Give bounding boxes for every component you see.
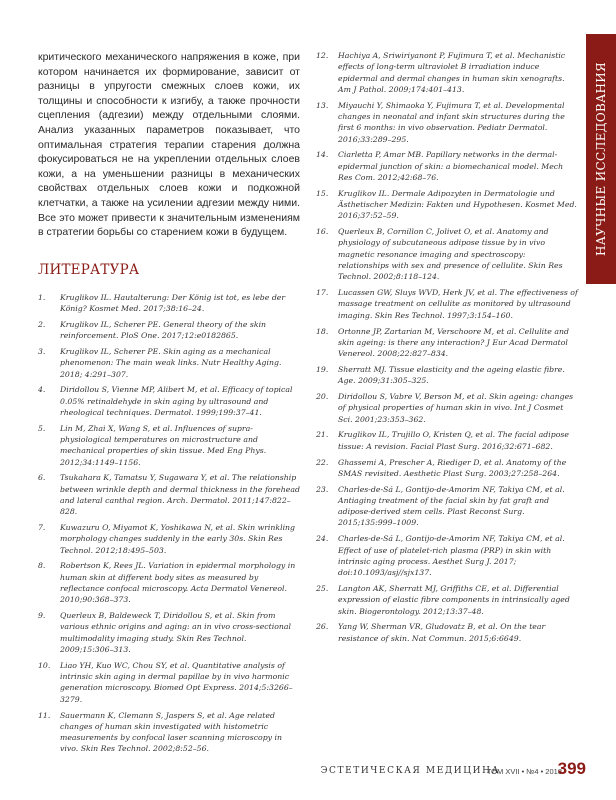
section-heading-literature: ЛИТЕРАТУРА [38, 261, 140, 278]
reference-number: 5. [38, 423, 46, 433]
reference-number: 4. [38, 385, 46, 395]
reference-number: 3. [38, 346, 46, 356]
reference-text: Ortonne JP, Zartarian M, Verschoore M, et al. Cellulite and skin ageing: is there any interaction? J Eur Acad Dermatol Venereol. 2008;22:827–834. [338, 326, 569, 359]
reference-item [38, 610, 300, 655]
reference-text: Langton AK, Sherratt MJ, Griffiths CE, et al. Differential expression of elastic fibre components in intrinsically aged skin. Biogerontology. 2012;13:37–48. [338, 583, 570, 616]
issue-info: ТОМ XVII • №4 • 2018 [486, 767, 562, 776]
reference-list-right [316, 50, 578, 644]
reference-number: 26. [316, 622, 329, 632]
reference-number: 9. [38, 611, 46, 621]
reference-item [316, 429, 578, 452]
reference-item [38, 660, 300, 705]
reference-text: Tsukahara K, Tamatsu Y, Sugawara Y, et al. The relationship between wrinkle depth and dermal thickness in the forehead and lateral canthal region. Arch. Dermatol. 2011;147:822–828. [60, 473, 300, 517]
reference-item [316, 100, 578, 145]
reference-number: 21. [316, 430, 329, 440]
reference-text: Sherratt MJ. Tissue elasticity and the ageing elastic fibre. Age. 2009;31:305–325. [338, 364, 565, 386]
reference-number: 19. [316, 364, 329, 374]
reference-item [316, 621, 578, 644]
reference-number: 23. [316, 484, 329, 494]
reference-item [316, 50, 578, 95]
reference-text: Kuwazuru O, Miyamot K, Yoshikawa N, et al. Skin wrinkling morphology changes suddenly in the early 30s. Skin Res Technol. 2012;18:495–503. [60, 523, 295, 555]
reference-number: 11. [38, 710, 51, 720]
reference-text: Diridollou S, Vabre V, Berson M, et al. Skin ageing: changes of physical properties of human skin in vivo. Int J Cosmet Sci. 2001;23:353–362. [338, 392, 574, 424]
reference-text: Ghassemi A, Prescher A, Riediger D, et al. Anatomy of the SMAS revisited. Aesthetic Plast Surg. 2003;27:258–264. [338, 457, 567, 478]
reference-text: Miyauchi Y, Shimaoka Y, Fujimura T, et al. Developmental changes in neonatal and infant skin structures during the first 6 months: in vivo observation. Pediatr Dermatol. 2016;33:289–295. [338, 100, 565, 144]
reference-text: Kruglikov IL. Hautalterung: Der König ist tot, es lebe der König? Kosmet Med. 2017;38:16–24. [60, 292, 286, 314]
reference-number: 25. [316, 583, 329, 593]
reference-text: Querleux B, Cornillon C, Jolivet O, et al. Anatomy and physiology of subcutaneous adipose tissue by in vivo magnetic resonance imaging and spectroscopy: relationships with sex and presence of cellulite. Skin Res Technol. 2002;8:118–124. [338, 227, 563, 282]
reference-item [38, 384, 300, 418]
reference-item [316, 149, 578, 183]
reference-item [316, 391, 578, 425]
reference-item [316, 364, 578, 387]
reference-text: Kruglikov IL, Trujillo O, Kristen Q, et al. The facial adipose tissue: A revision. Facial Plast Surg. 2016;32:671–682. [338, 430, 569, 451]
reference-item [38, 346, 300, 380]
reference-text: Lin M, Zhai X, Wang S, et al. Influences of supra-physiological temperatures on microstructure and mechanical properties of skin tissue. Med Eng Phys. 2012;34:1149–1156. [60, 423, 267, 467]
reference-number: 7. [38, 523, 46, 533]
reference-text: Charles-de-Sá L, Gontijo-de-Amorim NF, Takiya CM, et al. Effect of use of platelet-rich plasma (PRP) in skin with intrinsic aging process. Aesthet Surg J. 2017; doi:10.1093/asj//sjx137. [338, 534, 565, 578]
reference-number: 14. [316, 150, 329, 160]
reference-number: 24. [316, 534, 329, 544]
reference-list-left [38, 292, 300, 755]
reference-text: Yang W, Sherman VR, Gludovatz B, et al. On the tear resistance of skin. Nat Commun. 2015;6:6649. [338, 622, 546, 643]
section-side-tab [586, 34, 616, 284]
reference-number: 18. [316, 326, 329, 336]
reference-item [316, 226, 578, 282]
reference-number: 15. [316, 188, 329, 198]
reference-number: 16. [316, 227, 329, 237]
intro-paragraph: критического механического напряжения в коже, при котором начинается их формирование, зависит от разницы в упругости смежных слоев кожи, их толщины и способности к изгибу, а также прочности сцепления (адгезии) между отдельными слоями. Анализ указанных параметров показывает, что оптимальная стратегия терапии старения должна фокусироваться не на укреплении отдельных слоев кожи, а на уменьшении разницы в механических свойствах отдельных слоев кожи и подкожной клетчатки, а также на усилении адгезии между ними. Все это может привести к значительным изменениям в стратегии борьбы со старением кожи в будущем. [38, 51, 300, 239]
reference-number: 1. [38, 292, 46, 302]
reference-item [316, 457, 578, 480]
reference-item [316, 188, 578, 222]
journal-name: ЭСТЕТИЧЕСКАЯ МЕДИЦИНА [320, 766, 500, 776]
page-number: 399 [557, 759, 586, 778]
reference-text: Ciarletta P, Amar MB. Papillary networks in the dermal-epidermal junction of skin: a biomechanical model. Mech Res Com. 2012;42:68–76. [338, 150, 564, 182]
reference-text: Liao YH, Kuo WC, Chou SY, et al. Quantitative analysis of intrinsic skin aging in dermal papillae by in vivo harmonic generation microscopy. Biomed Opt Express. 2014;5:3266–3279. [60, 660, 293, 704]
reference-item [316, 287, 578, 321]
reference-item [316, 484, 578, 529]
reference-text: Kruglikov IL, Scherer PE. Skin aging as a mechanical phenomenon: The main weak links. Nutr Healthy Aging. 2018; 4:291–307. [60, 346, 282, 379]
reference-number: 6. [38, 473, 46, 483]
reference-number: 10. [38, 660, 51, 670]
reference-number: 20. [316, 392, 329, 402]
reference-text: Kruglikov IL, Scherer PE. General theory of the skin reinforcement. PloS One. 2017;12:e0182865. [60, 319, 267, 341]
reference-text: Diridollou S, Vienne MP, Alibert M, et al. Efficacy of topical 0.05% retinaldehyde in skin aging by ultrasound and rheological techniques. Dermatol. 1999;199:37–41. [60, 385, 293, 417]
reference-item [38, 560, 300, 605]
reference-item [316, 326, 578, 360]
side-tab-label: НАУЧНЫЕ ИССЛЕДОВАНИЯ [594, 61, 609, 257]
reference-item [38, 472, 300, 517]
reference-item [38, 522, 300, 556]
reference-text: Robertson K, Rees JL. Variation in epidermal morphology in human skin at different body sites as measured by reflectance confocal microscopy. Acta Dermatol Venereol. 2010;90:368–373. [60, 561, 296, 605]
reference-text: Kruglikov IL. Dermale Adipozyten in Dermatologie und Ästhetischer Medizin: Fakten und Hypothesen. Kosmet Med. 2016;37:52–59. [338, 188, 577, 221]
reference-text: Querleux B, Baldeweck T, Diridollou S, et al. Skin from various ethnic origins and aging: an in vivo cross-sectional multimodality imaging study. Skin Res Technol. 2009;15:306–313. [60, 611, 292, 655]
reference-number: 8. [38, 561, 46, 571]
reference-item [38, 710, 300, 755]
left-column [38, 50, 300, 759]
reference-text: Charles-de-Sá L, Gontijo-de-Amorim NF, Takiya CM, et al. Antiaging treatment of the facial skin by fat graft and adipose-derived stem cells. Plast Reconst Surg. 2015;135:999–1009. [338, 484, 565, 528]
reference-text: Sauermann K, Clemann S, Jaspers S, et al. Age related changes of human skin investigated with histometric measurements by confocal laser scanning microscopy in vivo. Skin Res Technol. 2002;8:52–56. [60, 710, 282, 754]
reference-number: 17. [316, 288, 329, 298]
page-footer [0, 758, 616, 782]
reference-number: 22. [316, 457, 329, 467]
reference-item [38, 292, 300, 315]
reference-item [38, 423, 300, 468]
reference-text: Lucassen GW, Sluys WVD, Herk JV, et al. The effectiveness of massage treatment on cellulite as monitored by ultrasound imaging. Skin Res Technol. 1997;3:154–160. [338, 288, 578, 320]
reference-item [38, 319, 300, 342]
right-column [316, 50, 578, 648]
reference-number: 2. [38, 319, 46, 329]
reference-text: Hachiya A, Sriwiriyanont P, Fujimura T, et al. Mechanistic effects of long-term ultraviolet B irradiation induce epidermal and dermal changes in human skin xenografts. Am J Pathol. 2009;174:401–413. [338, 51, 566, 94]
reference-number: 12. [316, 51, 329, 60]
reference-item [316, 583, 578, 617]
reference-number: 13. [316, 100, 329, 110]
reference-item [316, 533, 578, 578]
